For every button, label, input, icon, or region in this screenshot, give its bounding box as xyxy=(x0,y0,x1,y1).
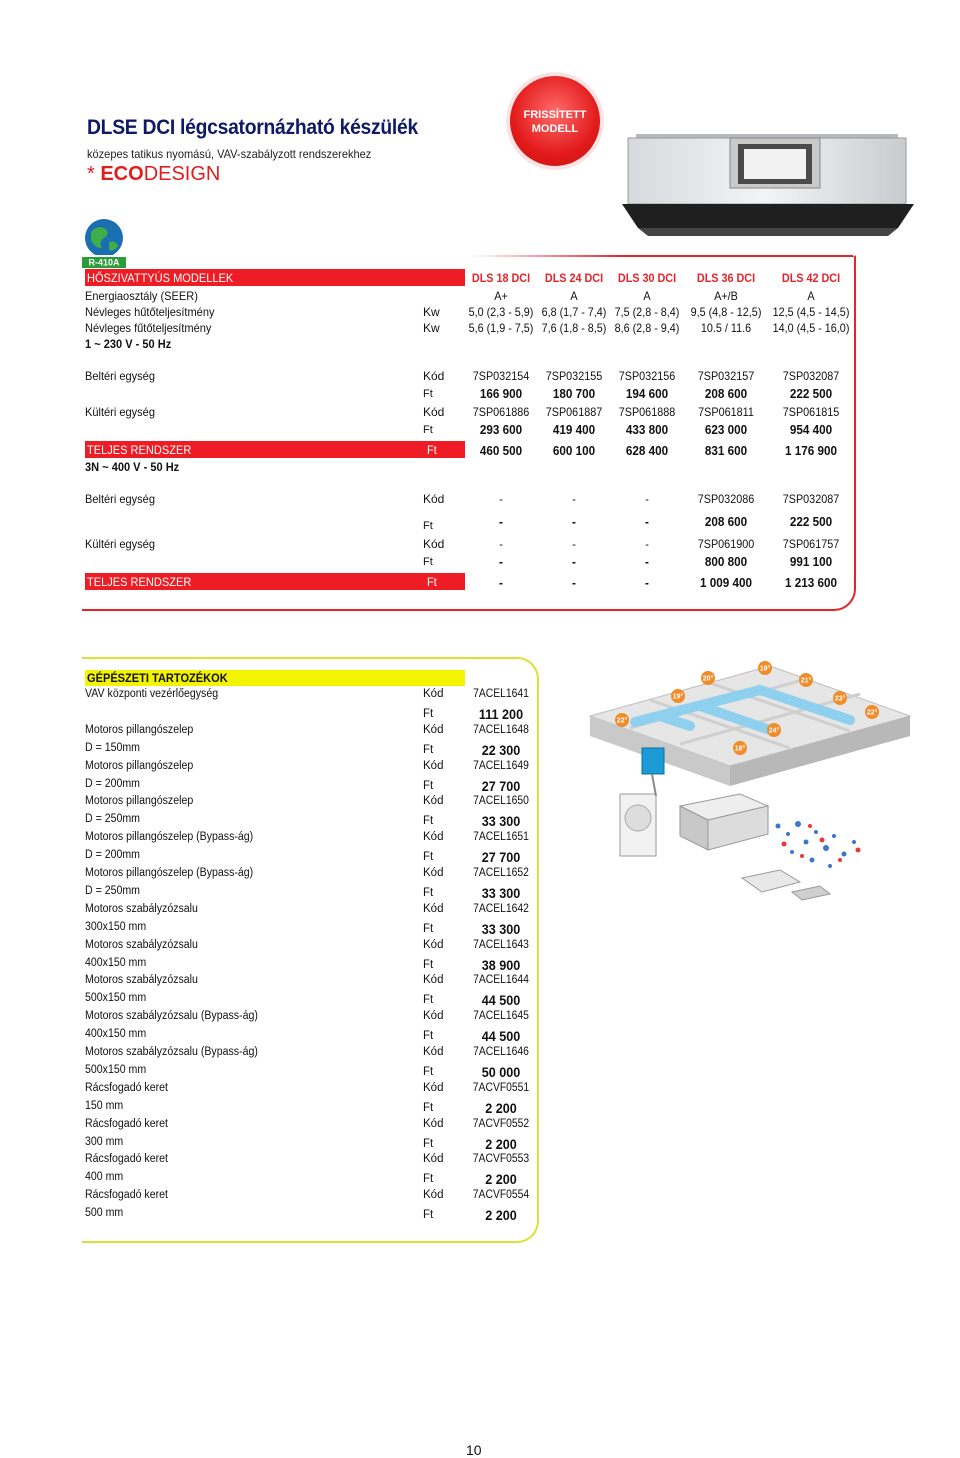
accessory-price: 44 500 xyxy=(481,992,521,1008)
total-label-bar: TELJES RENDSZER Ft xyxy=(85,441,465,458)
accessory-code: 7ACEL1646 xyxy=(473,1046,529,1058)
accessory-code: 7ACEL1642 xyxy=(473,903,529,915)
accessory-price: 2 200 xyxy=(485,1136,517,1152)
model-name: DLS 36 DCI xyxy=(696,271,756,285)
accessory-price: 2 200 xyxy=(485,1100,517,1116)
accessory-price: 50 000 xyxy=(481,1064,521,1080)
price-unit: Ft xyxy=(423,1066,434,1078)
svg-text:19°: 19° xyxy=(672,693,684,701)
accessory-size: D = 250mm xyxy=(85,813,140,825)
code-unit: Kód xyxy=(423,939,444,951)
accessory-code: 7ACEL1649 xyxy=(473,760,529,772)
accessory-name: Motoros pillangószelep xyxy=(85,760,194,772)
accessory-size: D = 200mm xyxy=(85,849,140,861)
model-name: DLS 24 DCI xyxy=(544,271,604,285)
page-number: 10 xyxy=(466,1442,482,1458)
price-unit: Ft xyxy=(423,780,434,792)
code-unit: Kód xyxy=(423,867,444,879)
accessory-price: 27 700 xyxy=(481,849,521,865)
accessory-code: 7ACVF0552 xyxy=(472,1118,530,1130)
code-unit: Kód xyxy=(423,1153,444,1165)
price-unit: Ft xyxy=(423,708,434,720)
page-subtitle: közepes tatikus nyomású, VAV-szabályzott rendszerekhez xyxy=(87,147,372,161)
code-unit: Kód xyxy=(423,724,444,736)
accessory-code: 7ACEL1644 xyxy=(473,974,529,986)
price-unit: Ft xyxy=(423,887,434,899)
accessory-name: Rácsfogadó keret xyxy=(85,1118,168,1130)
total-label-bar: TELJES RENDSZER Ft xyxy=(85,573,465,590)
accessory-size: D = 250mm xyxy=(85,885,140,897)
accessory-code: 7ACVF0554 xyxy=(472,1189,530,1201)
code-unit: Kód xyxy=(423,903,444,915)
code-unit: Kód xyxy=(423,688,444,700)
accessory-name: Motoros szabályzózsalu (Bypass-ág) xyxy=(85,1010,258,1022)
accessory-name: Motoros pillangószelep (Bypass-ág) xyxy=(85,867,254,879)
code-unit: Kód xyxy=(423,1189,444,1201)
svg-text:22°: 22° xyxy=(616,717,628,725)
price-unit: Ft xyxy=(423,1209,434,1221)
accessory-name: Rácsfogadó keret xyxy=(85,1153,168,1165)
svg-text:19°: 19° xyxy=(759,665,771,673)
svg-text:20°: 20° xyxy=(702,675,714,683)
accessory-size: 500x150 mm xyxy=(85,992,147,1004)
accessory-price: 2 200 xyxy=(485,1171,517,1187)
accessory-price: 38 900 xyxy=(481,957,521,973)
svg-text:21°: 21° xyxy=(800,677,812,685)
accessory-name: Motoros pillangószelep xyxy=(85,795,194,807)
accessory-code: 7ACVF0551 xyxy=(472,1082,530,1094)
accessory-code: 7ACEL1643 xyxy=(473,939,529,951)
accessory-size: 500 mm xyxy=(85,1207,124,1219)
price-unit: Ft xyxy=(423,744,434,756)
price-unit: Ft xyxy=(423,1138,434,1150)
accessory-name: Motoros szabályzózsalu xyxy=(85,939,198,951)
updated-model-badge: FRISSÍTETT MODELL xyxy=(510,76,600,166)
page-title: DLSE DCI légcsatornázható készülék xyxy=(87,116,418,139)
price-unit: Ft xyxy=(423,1173,434,1185)
model-name: DLS 42 DCI xyxy=(781,271,841,285)
accessory-name: Motoros szabályzózsalu xyxy=(85,903,198,915)
accessory-price: 44 500 xyxy=(481,1028,521,1044)
accessory-code: 7ACEL1652 xyxy=(473,867,529,879)
accessory-size: 400x150 mm xyxy=(85,1028,147,1040)
code-unit: Kód xyxy=(423,1082,444,1094)
accessory-name: VAV központi vezérlőegység xyxy=(85,688,219,700)
accessory-price: 33 300 xyxy=(481,813,521,829)
accessory-size: 300 mm xyxy=(85,1136,124,1148)
accessory-price: 27 700 xyxy=(481,778,521,794)
accessory-price: 33 300 xyxy=(481,885,521,901)
price-unit: Ft xyxy=(423,815,434,827)
svg-text:23°: 23° xyxy=(834,695,846,703)
code-unit: Kód xyxy=(423,1010,444,1022)
code-unit: Kód xyxy=(423,760,444,772)
accessory-price: 22 300 xyxy=(481,742,521,758)
price-unit: Ft xyxy=(423,1030,434,1042)
ducted-unit-image xyxy=(618,124,918,240)
models-label-bar: HŐSZIVATTYÚS MODELLEK xyxy=(85,269,465,286)
svg-text:R-410A: R-410A xyxy=(88,257,120,268)
accessory-size: 500x150 mm xyxy=(85,1064,147,1076)
accessory-name: Rácsfogadó keret xyxy=(85,1189,168,1201)
accessory-name: Motoros pillangószelep xyxy=(85,724,194,736)
ecodesign-logo: * ECODESIGN xyxy=(87,163,221,185)
code-unit: Kód xyxy=(423,974,444,986)
accessory-code: 7ACEL1645 xyxy=(473,1010,529,1022)
accessory-code: 7ACEL1641 xyxy=(473,688,529,700)
accessory-size: D = 200mm xyxy=(85,778,140,790)
accessory-name: Motoros pillangószelep (Bypass-ág) xyxy=(85,831,254,843)
accessory-size: 300x150 mm xyxy=(85,921,147,933)
accessory-name: Motoros szabályzózsalu (Bypass-ág) xyxy=(85,1046,258,1058)
accessory-size: 400 mm xyxy=(85,1171,124,1183)
svg-text:18°: 18° xyxy=(734,745,746,753)
code-unit: Kód xyxy=(423,831,444,843)
accessories-title-bar: GÉPÉSZETI TARTOZÉKOK xyxy=(85,670,465,686)
accessory-size: 150 mm xyxy=(85,1100,124,1112)
accessory-name: Rácsfogadó keret xyxy=(85,1082,168,1094)
price-unit: Ft xyxy=(423,1102,434,1114)
svg-text:22°: 22° xyxy=(866,709,878,717)
accessory-price: 2 200 xyxy=(485,1207,517,1223)
price-unit: Ft xyxy=(423,994,434,1006)
accessory-price: 33 300 xyxy=(481,921,521,937)
accessory-code: 7ACEL1651 xyxy=(473,831,529,843)
code-unit: Kód xyxy=(423,795,444,807)
accessory-code: 7ACVF0553 xyxy=(472,1153,530,1165)
code-unit: Kód xyxy=(423,1118,444,1130)
accessory-name: Motoros szabályzózsalu xyxy=(85,974,198,986)
accessory-size: D = 150mm xyxy=(85,742,140,754)
model-name: DLS 18 DCI xyxy=(471,271,531,285)
vav-system-illustration xyxy=(560,656,920,956)
code-unit: Kód xyxy=(423,1046,444,1058)
svg-text:24°: 24° xyxy=(768,727,780,735)
price-unit: Ft xyxy=(423,851,434,863)
price-unit: Ft xyxy=(423,959,434,971)
model-name: DLS 30 DCI xyxy=(617,271,677,285)
price-unit: Ft xyxy=(423,923,434,935)
accessory-code: 7ACEL1650 xyxy=(473,795,529,807)
accessory-code: 7ACEL1648 xyxy=(473,724,529,736)
accessory-size: 400x150 mm xyxy=(85,957,147,969)
accessory-price: 111 200 xyxy=(478,706,524,722)
